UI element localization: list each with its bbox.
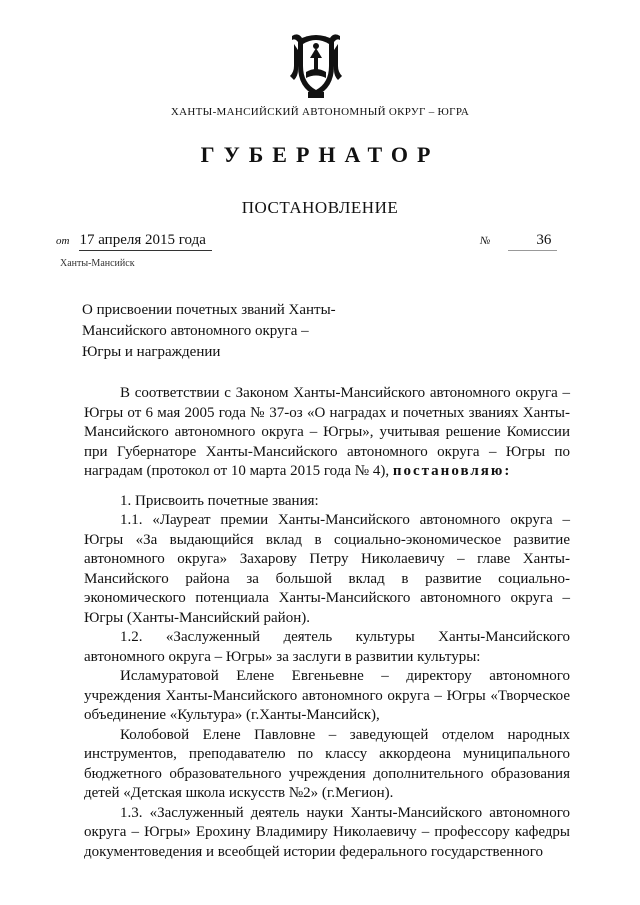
item-paragraph: Исламуратовой Елене Евгеньевне – директору автономного учреждения Ханты-Мансийского автономного округа – Югры «Творческое объединение «Культура» (г.Ханты-Мансийск),	[84, 668, 570, 723]
item-paragraph: 1.1. «Лауреат премии Ханты-Мансийского автономного округа – Югры «За выдающийся вклад в социально-экономическое развитие автономного округа» Захарову Петру Николаевичу – главе Ханты-Мансийского района за большой вклад в развитие социально-экономического потенциала Ханты-Мансийского автономного округа – Югры (Ханты-Мансийский район).	[84, 512, 570, 626]
document-date: 17 апреля 2015 года	[79, 232, 211, 251]
region-name: ХАНТЫ-МАНСИЙСКИЙ АВТОНОМНЫЙ ОКРУГ – ЮГРА	[170, 106, 470, 118]
item-paragraph: Колобовой Елене Павловне – заведующей отделом народных инструментов, преподавателю по классу аккордеона муниципального бюджетного образовательного учреждения дополнительного образования детей «Детская школа искусств №2» (г.Мегион).	[84, 726, 570, 801]
document-type: ПОСТАНОВЛЕНИЕ	[241, 198, 399, 217]
decree-word: постановляю:	[392, 463, 512, 479]
authority-title: ГУБЕРНАТОР	[200, 142, 440, 167]
city-name: Ханты-Мансийск	[60, 258, 135, 269]
number-line	[480, 232, 557, 251]
date-line	[56, 232, 212, 251]
document-subject: О присвоении почетных званий Ханты-Мансийского автономного округа – Югры и награждении	[82, 302, 336, 360]
item-paragraph: 1. Присвоить почетные звания:	[120, 492, 319, 509]
item-paragraph: 1.2. «Заслуженный деятель культуры Ханты-Мансийского автономного округа – Югры» за заслуги в развитии культуры:	[84, 629, 570, 665]
item-paragraph: 1.3. «Заслуженный деятель науки Ханты-Мансийского автономного округа – Югры» Ерохину Владимиру Николаевичу – профессору кафедры документоведения и всеобщей истории федерального государственного	[84, 804, 570, 860]
number-prefix: №	[480, 235, 491, 247]
preamble-text: В соответствии с Законом Ханты-Мансийского автономного округа – Югры от 6 мая 2005 года № 37-оз «О наградах и почетных званиях Ханты-Мансийского автономного округа – Югры», учитывая решение Комиссии при Губернаторе Ханты-Мансийского автономного округа – Югры по наградам (протокол от 10 марта 2015 года № 4),	[84, 385, 570, 479]
date-prefix: от	[56, 235, 70, 247]
document-body	[84, 384, 570, 862]
document-number: 36	[508, 232, 557, 251]
coat-of-arms-emblem	[278, 26, 354, 102]
preamble-paragraph	[84, 384, 570, 482]
